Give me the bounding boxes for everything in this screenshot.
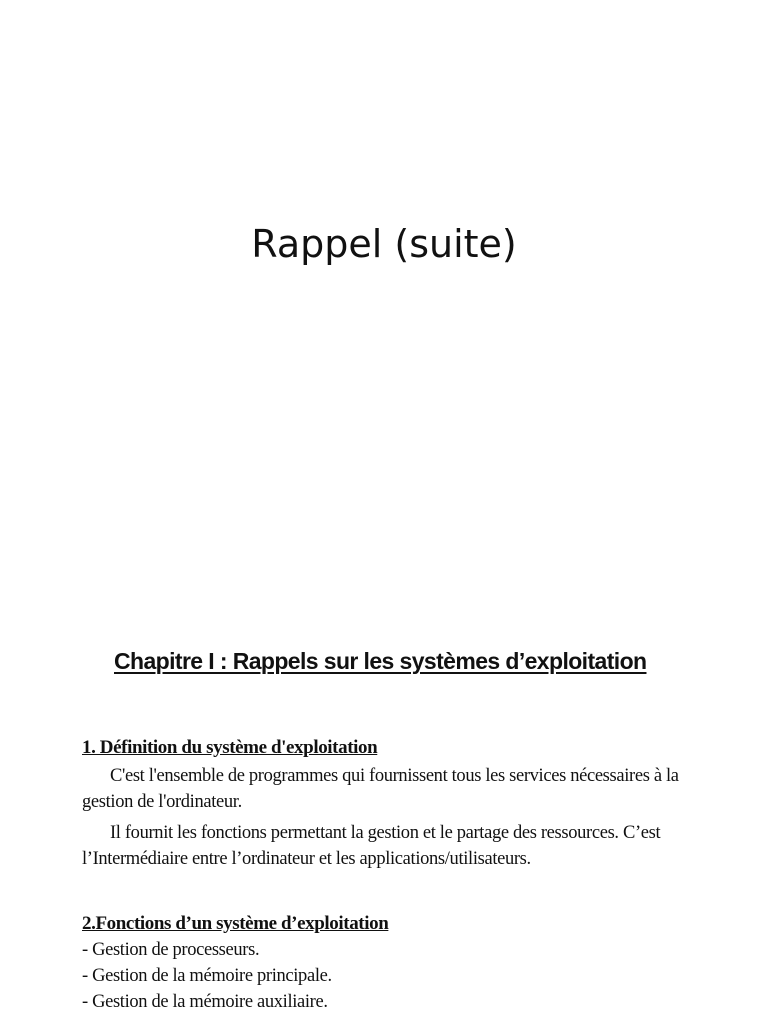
section-2-title: 2.Fonctions d’un système d’exploitation (82, 913, 389, 934)
section-2-list-item: - Gestion de la mémoire auxiliaire. (82, 992, 328, 1012)
section-2-list-item: - Gestion de la mémoire principale. (82, 966, 332, 986)
section-1-paragraph-1-line-1: C'est l'ensemble de programmes qui fournissent tous les services nécessaires à la (110, 766, 679, 786)
chapter-title: Chapitre I : Rappels sur les systèmes d’exploitation (114, 648, 647, 674)
section-2-list-item: - Gestion de processeurs. (82, 940, 260, 960)
slide-title: Rappel (suite) (251, 222, 517, 266)
section-1-paragraph-2-line-1: Il fournit les fonctions permettant la gestion et le partage des ressources. C’est (110, 823, 661, 843)
section-1-paragraph-1-line-2: gestion de l'ordinateur. (82, 792, 242, 812)
scanned-document-excerpt (0, 640, 768, 1024)
section-1-title: 1. Définition du système d'exploitation (82, 737, 378, 758)
section-1-paragraph-2-line-2: l’Intermédiaire entre l’ordinateur et les applications/utilisateurs. (82, 849, 531, 869)
